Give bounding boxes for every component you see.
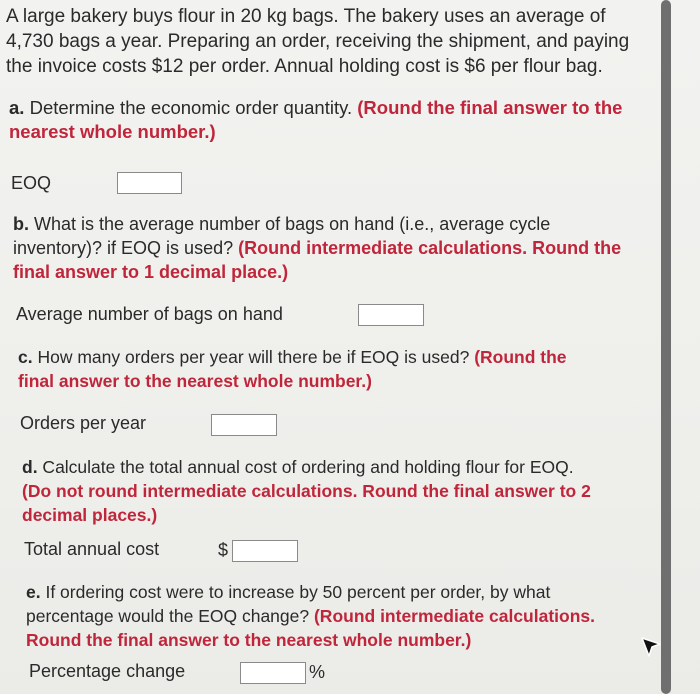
question-b-letter: b. — [13, 214, 29, 234]
total-annual-cost-input[interactable] — [232, 540, 298, 562]
eoq-input[interactable] — [117, 172, 182, 194]
question-e-letter: e. — [26, 582, 41, 602]
total-annual-cost-label: Total annual cost — [24, 539, 160, 559]
question-d — [22, 455, 642, 527]
question-e — [26, 580, 646, 652]
problem-line-2: 4,730 bags a year. Preparing an order, receiving the shipment, and paying — [6, 31, 630, 52]
question-e-text-1: If ordering cost were to increase by 50 percent per order, by what — [40, 582, 551, 602]
question-e-hint-2: Round the final answer to the nearest whole number.) — [26, 630, 472, 650]
average-bags-input[interactable] — [358, 304, 424, 326]
scrollbar-thumb[interactable] — [661, 0, 671, 694]
question-d-hint-2: decimal places.) — [22, 505, 158, 525]
question-a — [9, 96, 649, 144]
percent-sign: % — [309, 662, 326, 682]
problem-statement — [6, 4, 646, 79]
question-c-hint-2: final answer to the nearest whole number.) — [18, 371, 372, 391]
average-bags-label: Average number of bags on hand — [16, 304, 283, 324]
question-b-hint-2: final answer to 1 decimal place.) — [13, 262, 289, 282]
question-c-hint-1: (Round the — [474, 347, 567, 367]
question-b — [13, 212, 643, 284]
question-d-letter: d. — [22, 457, 38, 477]
question-b-text-2: inventory)? if EOQ is used? — [13, 238, 239, 258]
eoq-label: EOQ — [11, 173, 52, 193]
problem-line-1: A large bakery buys flour in 20 kg bags. The bakery uses an average of — [6, 6, 606, 27]
dollar-sign: $ — [218, 540, 229, 560]
question-d-hint-1: (Do not round intermediate calculations. Round the final answer to 2 — [22, 481, 591, 501]
question-a-text: Determine the economic order quantity. — [24, 97, 358, 118]
question-b-text-1: What is the average number of bags on hand (i.e., average cycle — [29, 214, 551, 234]
question-c-letter: c. — [18, 347, 33, 367]
question-a-hint-1: (Round the final answer to the — [357, 97, 623, 118]
question-d-text: Calculate the total annual cost of ordering and holding flour for EOQ. — [37, 457, 574, 477]
problem-line-3: the invoice costs $12 per order. Annual holding cost is $6 per flour bag. — [6, 56, 603, 77]
percentage-change-input[interactable] — [240, 662, 306, 684]
percentage-change-label: Percentage change — [29, 661, 186, 681]
mouse-pointer-icon — [640, 636, 662, 662]
question-c-text: How many orders per year will there be if EOQ is used? — [32, 347, 475, 367]
question-a-hint-2: nearest whole number.) — [9, 121, 216, 142]
scrollbar-track[interactable] — [652, 0, 700, 694]
question-e-text-2: percentage would the EOQ change? — [26, 606, 314, 626]
orders-per-year-input[interactable] — [211, 414, 277, 436]
question-e-hint-1: (Round intermediate calculations. — [313, 606, 596, 626]
orders-per-year-label: Orders per year — [20, 413, 147, 433]
question-a-letter: a. — [9, 97, 25, 118]
question-b-hint-1: (Round intermediate calculations. Round the — [238, 238, 622, 258]
question-c — [18, 345, 638, 393]
